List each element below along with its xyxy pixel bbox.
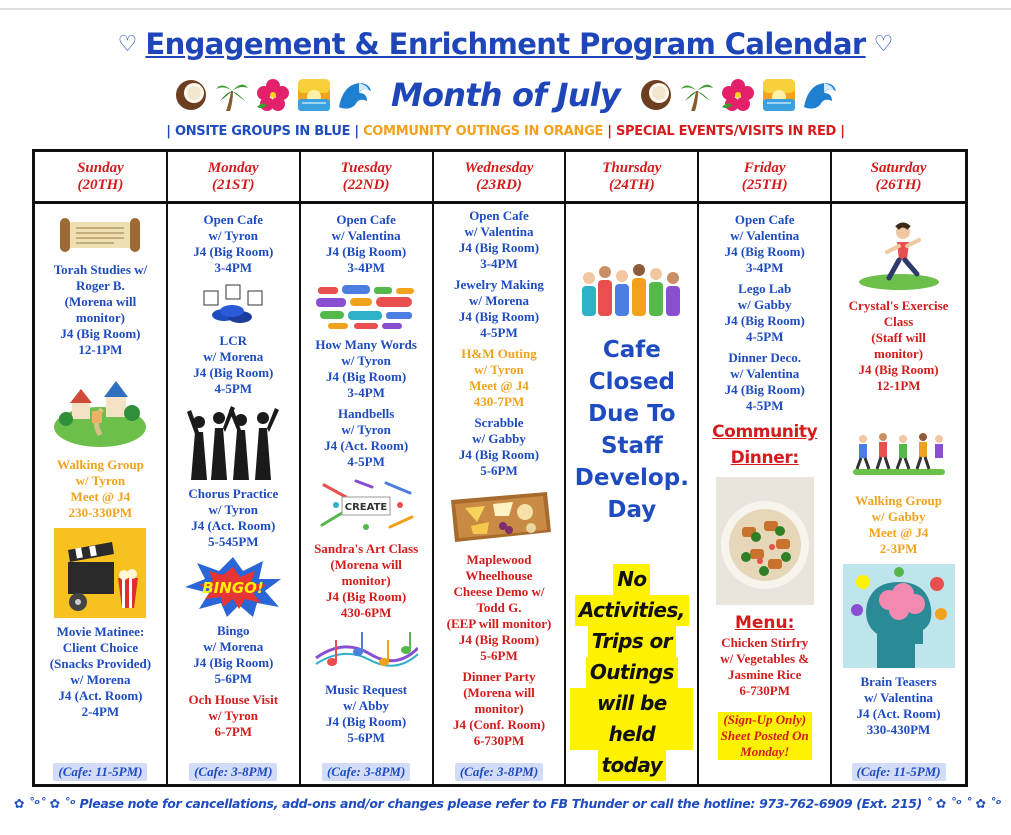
event-open-cafe-tuesday: Open Cafe w/ Valentina J4 (Big Room) 3-4PM [326, 212, 407, 275]
legend-onsite: | ONSITE GROUPS IN BLUE | [166, 124, 359, 139]
calendar-grid [32, 149, 968, 787]
signup-note: (Sign-Up Only) Sheet Posted On Monday! [718, 712, 812, 760]
village-icon [52, 365, 148, 451]
page-title: Engagement & Enrichment Program Calendar [145, 27, 866, 61]
event-chorus-practice: Chorus Practice w/ Tyron J4 (Act. Room) 5-545PM [188, 486, 279, 549]
day-cell-monday [168, 204, 301, 785]
day-header-monday: Monday (21ST) [168, 152, 301, 204]
cafe-closed-notice: Cafe Closed Due To Staff Develop. Day [574, 337, 689, 523]
staff-group-icon [577, 256, 687, 320]
choir-silhouette-icon [185, 404, 281, 480]
day-header-wednesday: Wednesday (23RD) [434, 152, 567, 204]
cafe-hours-sunday: (Cafe: 11-5PM) [53, 763, 147, 781]
torah-scroll-icon [54, 214, 146, 256]
stirfry-dish-icon [716, 477, 814, 605]
brain-head-icon [843, 564, 955, 668]
sunset-icon [296, 77, 332, 113]
heart-icon-right: ♡ [873, 31, 894, 57]
event-walking-group-sunday: Walking Group w/ Tyron Meet @ J4 230-330PM [57, 457, 144, 520]
legend-outings: COMMUNITY OUTINGS IN ORANGE [358, 124, 608, 139]
event-movie-matinee: Movie Matinee: Client Choice (Snacks Provided) w/ Morena J4 (Act. Room) 2-4PM [49, 624, 152, 719]
no-activities-notice: No Activities, Trips or Outings will be held today [570, 564, 693, 781]
cafe-hours-saturday: (Cafe: 11-5PM) [852, 763, 946, 781]
event-jewelry-making: Jewelry Making w/ Morena J4 (Big Room) 4-5PM [454, 277, 544, 340]
event-lego-lab: Lego Lab w/ Gabby J4 (Big Room) 4-5PM [724, 281, 805, 344]
dice-chips-icon [198, 283, 268, 327]
day-header-sunday: Sunday (20TH) [35, 152, 168, 204]
top-divider [0, 8, 1011, 10]
day-header-saturday: Saturday (26TH) [832, 152, 965, 204]
art-supplies-icon [316, 477, 416, 535]
hibiscus-icon [255, 77, 291, 113]
day-header-thursday: Thursday (24TH) [566, 152, 699, 204]
coconut-icon [173, 77, 209, 113]
walkers-icon [849, 429, 949, 481]
emoji-group-left [173, 77, 373, 113]
day-cell-saturday [832, 204, 965, 785]
event-open-cafe-monday: Open Cafe w/ Tyron J4 (Big Room) 3-4PM [193, 212, 274, 275]
event-scrabble: Scrabble w/ Gabby J4 (Big Room) 5-6PM [458, 415, 540, 478]
event-music-request: Music Request w/ Abby J4 (Big Room) 5-6PM [325, 682, 408, 745]
month-title: Month of July [391, 76, 620, 114]
day-cell-sunday [35, 204, 168, 785]
heart-icon-left: ♡ [117, 31, 138, 57]
cheese-board-icon [443, 486, 555, 546]
bingo-lettering: BINGO! [202, 579, 265, 597]
sunset-icon [761, 77, 797, 113]
create-label: CREATE [344, 502, 388, 513]
day-cell-wednesday [434, 204, 567, 785]
event-open-cafe-wednesday: Open Cafe w/ Valentina J4 (Big Room) 3-4PM [458, 208, 540, 271]
event-walking-group-saturday: Walking Group w/ Gabby Meet @ J4 2-3PM [855, 493, 942, 556]
wave-icon [337, 77, 373, 113]
event-bingo: Bingo w/ Morena J4 (Big Room) 5-6PM [193, 623, 274, 686]
event-brain-teasers: Brain Teasers w/ Valentina J4 (Act. Room) 330-430PM [856, 674, 941, 737]
month-row [0, 72, 1011, 118]
event-handbells: Handbells w/ Tyron J4 (Act. Room) 4-5PM [324, 406, 409, 469]
emoji-group-right [638, 77, 838, 113]
coconut-icon [638, 77, 674, 113]
footer-note: ✿ ˚ᵒ˚ ✿ ˚ᵒ Please note for cancellations, add-ons and/or changes please refer to FB Thunder or call the hotline: 973-762-6909 (Ext. 215) ˚ ✿ ˚ᵒ ˚ ✿ ˚ᵒ [14, 796, 1002, 811]
event-dinner-party: Dinner Party (Morena will monitor) J4 (Conf. Room) 6-730PM [452, 669, 546, 748]
day-cell-thursday [566, 204, 699, 785]
event-open-cafe-friday: Open Cafe w/ Valentina J4 (Big Room) 3-4PM [724, 212, 805, 275]
event-hm-outing: H&M Outing w/ Tyron Meet @ J4 430-7PM [461, 346, 537, 409]
word-cloud-icon [314, 283, 418, 331]
event-sandras-art-class: Sandra's Art Class (Morena will monitor) J4 (Big Room) 430-6PM [314, 541, 419, 620]
title-row [0, 24, 1011, 64]
runner-icon [851, 222, 947, 292]
day-header-tuesday: Tuesday (22ND) [301, 152, 434, 204]
cafe-hours-monday: (Cafe: 3-8PM) [189, 763, 277, 781]
community-dinner-heading: Community Dinner: [712, 422, 818, 468]
event-dinner-deco: Dinner Deco. w/ Valentina J4 (Big Room) 4-5PM [724, 350, 805, 413]
event-och-house-visit: Och House Visit w/ Tyron 6-7PM [188, 692, 279, 739]
event-crystals-exercise: Crystal's Exercise Class (Staff will monitor) J4 (Big Room) 12-1PM [848, 298, 949, 393]
day-header-friday: Friday (25TH) [699, 152, 832, 204]
event-lcr: LCR w/ Morena J4 (Big Room) 4-5PM [193, 333, 274, 396]
music-notes-icon [314, 628, 418, 676]
bingo-burst-icon [183, 557, 283, 617]
event-how-many-words: How Many Words w/ Tyron J4 (Big Room) 3-4PM [315, 337, 417, 400]
palm-tree-icon [679, 77, 715, 113]
dinner-menu: Chicken Stirfry w/ Vegetables & Jasmine Rice 6-730PM [720, 635, 810, 698]
event-torah-studies: Torah Studies w/ Roger B. (Morena will monitor) J4 (Big Room) 12-1PM [53, 262, 148, 357]
event-cheese-demo: Maplewood Wheelhouse Cheese Demo w/ Todd G. (EEP will monitor) J4 (Big Room) 5-6PM [446, 552, 552, 663]
hibiscus-icon [720, 77, 756, 113]
legend-special: | SPECIAL EVENTS/VISITS IN RED | [607, 124, 845, 139]
cafe-hours-wednesday: (Cafe: 3-8PM) [455, 763, 543, 781]
cafe-hours-tuesday: (Cafe: 3-8PM) [322, 763, 410, 781]
movie-clapper-icon [54, 528, 146, 618]
menu-heading: Menu: [734, 613, 795, 633]
day-cell-tuesday [301, 204, 434, 785]
color-legend [0, 124, 1011, 139]
wave-icon [802, 77, 838, 113]
day-cell-friday [699, 204, 832, 785]
palm-tree-icon [214, 77, 250, 113]
